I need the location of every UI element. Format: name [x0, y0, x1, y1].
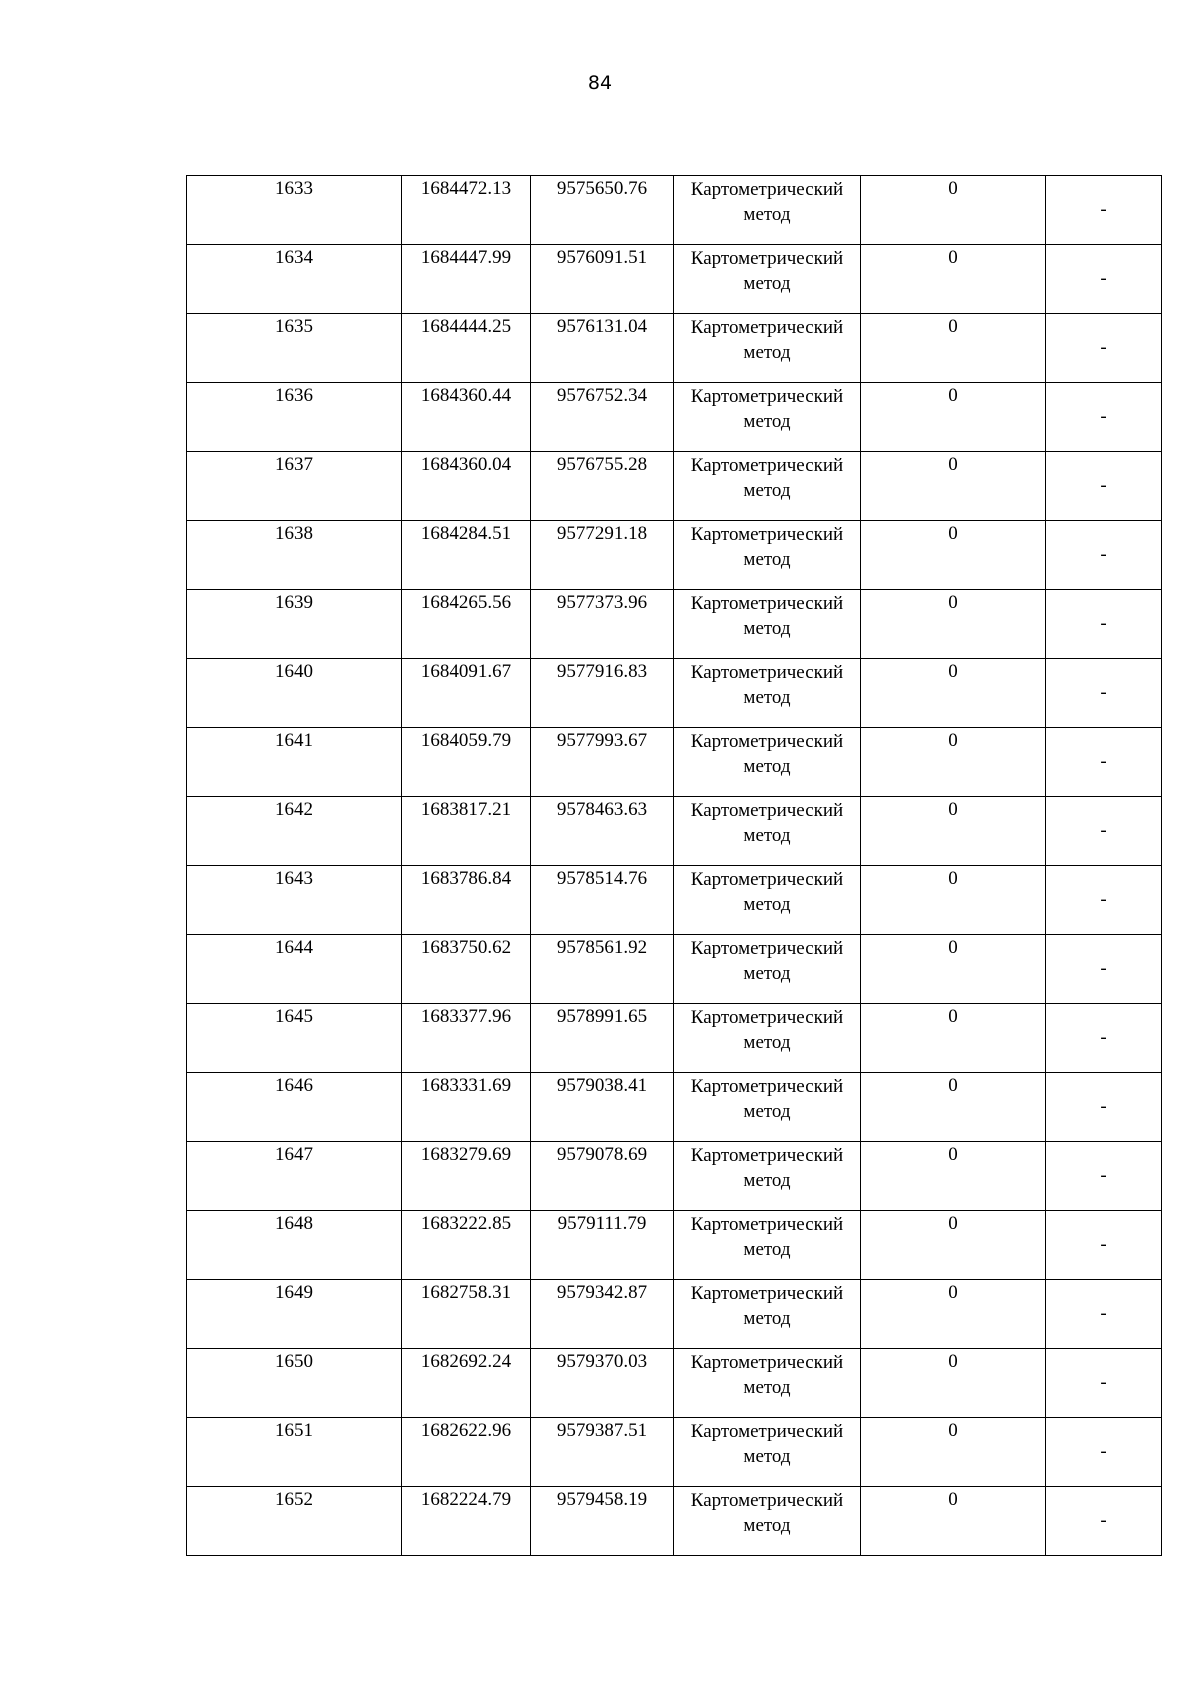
x-coordinate-cell: 1684444.25: [402, 314, 531, 383]
method-line-2: метод: [743, 273, 791, 294]
table-row: [187, 1211, 1162, 1280]
point-number-cell: 1652: [187, 1487, 402, 1556]
method-line-2: метод: [743, 1446, 791, 1467]
table-row: [187, 452, 1162, 521]
method-line-1: Картометрический: [690, 1145, 844, 1166]
error-cell: 0: [861, 452, 1046, 521]
y-coordinate-cell: 9579370.03: [531, 1349, 674, 1418]
method-line-1: Картометрический: [690, 938, 844, 959]
x-coordinate-cell: 1684360.04: [402, 452, 531, 521]
method-cell: [674, 1211, 861, 1280]
method-cell: [674, 1073, 861, 1142]
method-line-1: Картометрический: [690, 524, 844, 545]
error-cell: 0: [861, 1142, 1046, 1211]
y-coordinate-cell: 9575650.76: [531, 176, 674, 245]
method-cell: [674, 314, 861, 383]
method-line-2: метод: [743, 1101, 791, 1122]
x-coordinate-cell: 1683279.69: [402, 1142, 531, 1211]
x-coordinate-cell: 1684265.56: [402, 590, 531, 659]
error-cell: 0: [861, 1280, 1046, 1349]
error-cell: 0: [861, 383, 1046, 452]
error-cell: 0: [861, 1211, 1046, 1280]
note-cell: -: [1046, 866, 1162, 935]
method-line-1: Картометрический: [690, 1214, 844, 1235]
point-number-cell: 1641: [187, 728, 402, 797]
note-cell: -: [1046, 797, 1162, 866]
y-coordinate-cell: 9579038.41: [531, 1073, 674, 1142]
method-line-2: метод: [743, 204, 791, 225]
error-cell: 0: [861, 1487, 1046, 1556]
method-line-2: метод: [743, 480, 791, 501]
method-line-1: Картометрический: [690, 1283, 844, 1304]
note-cell: -: [1046, 1142, 1162, 1211]
error-cell: 0: [861, 314, 1046, 383]
method-line-1: Картометрический: [690, 800, 844, 821]
error-cell: 0: [861, 1349, 1046, 1418]
y-coordinate-cell: 9576091.51: [531, 245, 674, 314]
y-coordinate-cell: 9579387.51: [531, 1418, 674, 1487]
method-line-2: метод: [743, 825, 791, 846]
error-cell: 0: [861, 521, 1046, 590]
method-cell: [674, 176, 861, 245]
point-number-cell: 1639: [187, 590, 402, 659]
table-row: [187, 1487, 1162, 1556]
table-row: [187, 866, 1162, 935]
method-line-2: метод: [743, 549, 791, 570]
method-cell: [674, 659, 861, 728]
y-coordinate-cell: 9578991.65: [531, 1004, 674, 1073]
error-cell: 0: [861, 1418, 1046, 1487]
x-coordinate-cell: 1683750.62: [402, 935, 531, 1004]
error-cell: 0: [861, 245, 1046, 314]
table-row: [187, 1280, 1162, 1349]
x-coordinate-cell: 1683817.21: [402, 797, 531, 866]
x-coordinate-cell: 1684284.51: [402, 521, 531, 590]
table-row: [187, 1073, 1162, 1142]
method-line-2: метод: [743, 963, 791, 984]
point-number-cell: 1638: [187, 521, 402, 590]
method-cell: [674, 1142, 861, 1211]
method-line-2: метод: [743, 411, 791, 432]
table-row: [187, 1142, 1162, 1211]
point-number-cell: 1645: [187, 1004, 402, 1073]
y-coordinate-cell: 9577916.83: [531, 659, 674, 728]
point-number-cell: 1650: [187, 1349, 402, 1418]
x-coordinate-cell: 1683786.84: [402, 866, 531, 935]
method-cell: [674, 1418, 861, 1487]
method-line-1: Картометрический: [690, 731, 844, 752]
table-row: [187, 1349, 1162, 1418]
method-line-1: Картометрический: [690, 179, 844, 200]
y-coordinate-cell: 9579111.79: [531, 1211, 674, 1280]
method-line-1: Картометрический: [690, 1076, 844, 1097]
method-line-1: Картометрический: [690, 1490, 844, 1511]
note-cell: -: [1046, 1073, 1162, 1142]
table-row: [187, 935, 1162, 1004]
method-line-1: Картометрический: [690, 1421, 844, 1442]
coordinates-table: [186, 175, 1162, 1556]
error-cell: 0: [861, 866, 1046, 935]
table-row: [187, 728, 1162, 797]
point-number-cell: 1644: [187, 935, 402, 1004]
x-coordinate-cell: 1683377.96: [402, 1004, 531, 1073]
method-line-1: Картометрический: [690, 386, 844, 407]
point-number-cell: 1640: [187, 659, 402, 728]
method-line-2: метод: [743, 687, 791, 708]
table-row: [187, 659, 1162, 728]
y-coordinate-cell: 9576752.34: [531, 383, 674, 452]
note-cell: -: [1046, 590, 1162, 659]
method-line-2: метод: [743, 342, 791, 363]
note-cell: -: [1046, 728, 1162, 797]
error-cell: 0: [861, 728, 1046, 797]
point-number-cell: 1635: [187, 314, 402, 383]
table-row: [187, 1418, 1162, 1487]
note-cell: -: [1046, 1004, 1162, 1073]
x-coordinate-cell: 1684360.44: [402, 383, 531, 452]
error-cell: 0: [861, 659, 1046, 728]
note-cell: -: [1046, 1349, 1162, 1418]
page-number: 84: [587, 72, 613, 94]
table-row: [187, 797, 1162, 866]
table-row: [187, 1004, 1162, 1073]
method-line-1: Картометрический: [690, 248, 844, 269]
error-cell: 0: [861, 1004, 1046, 1073]
y-coordinate-cell: 9576131.04: [531, 314, 674, 383]
note-cell: -: [1046, 1280, 1162, 1349]
note-cell: -: [1046, 314, 1162, 383]
point-number-cell: 1642: [187, 797, 402, 866]
method-line-1: Картометрический: [690, 662, 844, 683]
note-cell: -: [1046, 1418, 1162, 1487]
note-cell: -: [1046, 521, 1162, 590]
y-coordinate-cell: 9576755.28: [531, 452, 674, 521]
method-line-2: метод: [743, 1308, 791, 1329]
x-coordinate-cell: 1683222.85: [402, 1211, 531, 1280]
error-cell: 0: [861, 1073, 1046, 1142]
table-row: [187, 521, 1162, 590]
x-coordinate-cell: 1684059.79: [402, 728, 531, 797]
y-coordinate-cell: 9578514.76: [531, 866, 674, 935]
point-number-cell: 1651: [187, 1418, 402, 1487]
x-coordinate-cell: 1684447.99: [402, 245, 531, 314]
x-coordinate-cell: 1684091.67: [402, 659, 531, 728]
point-number-cell: 1649: [187, 1280, 402, 1349]
x-coordinate-cell: 1682758.31: [402, 1280, 531, 1349]
method-line-2: метод: [743, 1032, 791, 1053]
y-coordinate-cell: 9577373.96: [531, 590, 674, 659]
x-coordinate-cell: 1683331.69: [402, 1073, 531, 1142]
point-number-cell: 1643: [187, 866, 402, 935]
method-cell: [674, 383, 861, 452]
point-number-cell: 1634: [187, 245, 402, 314]
table-row: [187, 383, 1162, 452]
method-cell: [674, 866, 861, 935]
method-cell: [674, 1487, 861, 1556]
method-line-2: метод: [743, 1377, 791, 1398]
method-cell: [674, 521, 861, 590]
point-number-cell: 1637: [187, 452, 402, 521]
method-cell: [674, 728, 861, 797]
method-line-2: метод: [743, 756, 791, 777]
y-coordinate-cell: 9578463.63: [531, 797, 674, 866]
method-cell: [674, 1280, 861, 1349]
method-line-2: метод: [743, 894, 791, 915]
y-coordinate-cell: 9577291.18: [531, 521, 674, 590]
method-line-1: Картометрический: [690, 455, 844, 476]
y-coordinate-cell: 9579342.87: [531, 1280, 674, 1349]
method-line-2: метод: [743, 1239, 791, 1260]
x-coordinate-cell: 1684472.13: [402, 176, 531, 245]
note-cell: -: [1046, 1487, 1162, 1556]
method-line-1: Картометрический: [690, 869, 844, 890]
x-coordinate-cell: 1682622.96: [402, 1418, 531, 1487]
method-line-1: Картометрический: [690, 593, 844, 614]
method-cell: [674, 797, 861, 866]
note-cell: -: [1046, 935, 1162, 1004]
y-coordinate-cell: 9579078.69: [531, 1142, 674, 1211]
point-number-cell: 1636: [187, 383, 402, 452]
error-cell: 0: [861, 797, 1046, 866]
y-coordinate-cell: 9577993.67: [531, 728, 674, 797]
method-cell: [674, 452, 861, 521]
method-line-1: Картометрический: [690, 1007, 844, 1028]
x-coordinate-cell: 1682692.24: [402, 1349, 531, 1418]
table-body: [187, 176, 1162, 1556]
error-cell: 0: [861, 935, 1046, 1004]
point-number-cell: 1648: [187, 1211, 402, 1280]
method-line-2: метод: [743, 618, 791, 639]
y-coordinate-cell: 9579458.19: [531, 1487, 674, 1556]
note-cell: -: [1046, 176, 1162, 245]
point-number-cell: 1633: [187, 176, 402, 245]
note-cell: -: [1046, 452, 1162, 521]
note-cell: -: [1046, 659, 1162, 728]
note-cell: -: [1046, 245, 1162, 314]
y-coordinate-cell: 9578561.92: [531, 935, 674, 1004]
method-cell: [674, 1004, 861, 1073]
error-cell: 0: [861, 176, 1046, 245]
point-number-cell: 1647: [187, 1142, 402, 1211]
error-cell: 0: [861, 590, 1046, 659]
note-cell: -: [1046, 383, 1162, 452]
table-row: [187, 176, 1162, 245]
method-line-1: Картометрический: [690, 1352, 844, 1373]
method-line-2: метод: [743, 1515, 791, 1536]
method-cell: [674, 245, 861, 314]
table-row: [187, 245, 1162, 314]
table-row: [187, 314, 1162, 383]
method-cell: [674, 1349, 861, 1418]
x-coordinate-cell: 1682224.79: [402, 1487, 531, 1556]
point-number-cell: 1646: [187, 1073, 402, 1142]
method-cell: [674, 935, 861, 1004]
method-cell: [674, 590, 861, 659]
note-cell: -: [1046, 1211, 1162, 1280]
method-line-1: Картометрический: [690, 317, 844, 338]
method-line-2: метод: [743, 1170, 791, 1191]
table-row: [187, 590, 1162, 659]
